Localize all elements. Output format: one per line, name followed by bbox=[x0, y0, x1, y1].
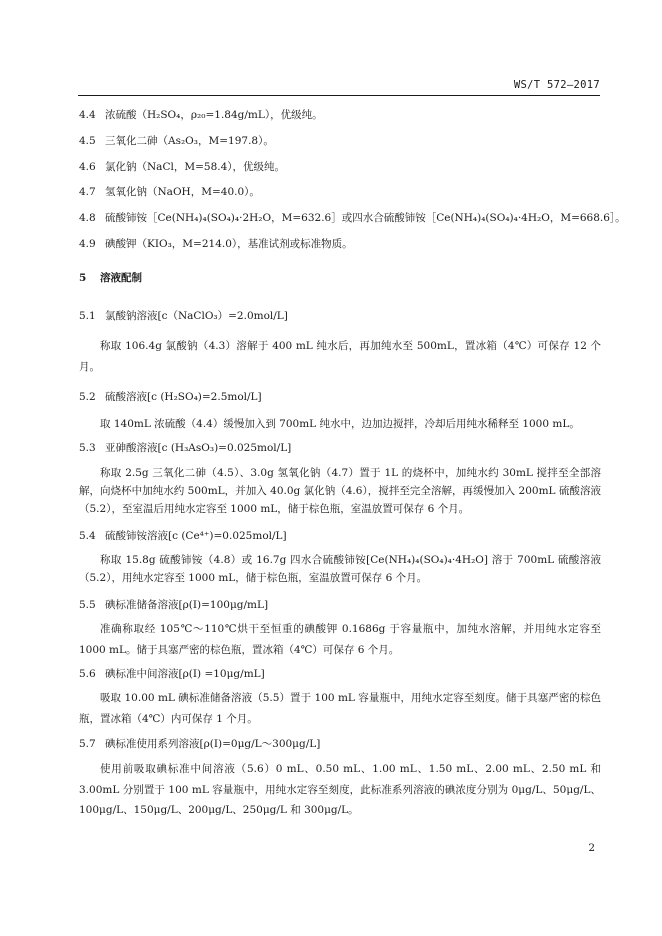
clause-text: 氢氧化钠（NaOH，M=40.0）。 bbox=[105, 186, 260, 198]
clause-number: 4.4 bbox=[79, 109, 96, 121]
clause-5-3-title bbox=[79, 441, 291, 455]
clause-5-5-title bbox=[79, 598, 268, 612]
clause-5-5-body: 准确称取经 105℃～110℃烘干至恒重的碘酸钾 0.1686g 于容量瓶中，加纯水溶解，并用纯水定容至 1000 mL。储于具塞严密的棕色瓶，置冰箱（4℃）可保存 6 个月。 bbox=[79, 623, 601, 656]
clause-title: 氯酸钠溶液[c（NaClO₃）=2.0mol/L] bbox=[105, 310, 288, 322]
clause-4-6 bbox=[79, 160, 285, 174]
clause-title: 碘标准中间溶液[ρ(I) =10μg/mL] bbox=[105, 668, 265, 680]
clause-4-9 bbox=[79, 237, 353, 251]
clause-title: 碘标准储备溶液[ρ(I)=100μg/mL] bbox=[105, 599, 269, 611]
clause-5-6-body: 吸取 10.00 mL 碘标准储备溶液（5.5）置于 100 mL 容量瓶中，用纯水定容至刻度。储于具塞严密的棕色瓶，置冰箱（4℃）内可保存 1 个月。 bbox=[79, 692, 601, 725]
clause-title: 碘标准使用系列溶液[ρ(I)=0μg/L～300μg/L] bbox=[105, 738, 321, 750]
header-rule bbox=[78, 95, 600, 96]
clause-number: 4.5 bbox=[79, 135, 96, 147]
clause-5-7-body: 使用前吸取碘标准中间溶液（5.6）0 mL、0.50 mL、1.00 mL、1.50 mL、2.00 mL、2.50 mL 和 3.00mL 分别置于 100 mL 容量瓶中，用纯水定容至刻度，此标准系列溶液的碘浓度分别为 0μg/L、50μg/L、100μg/L、150μg/L、200μg/L、250μg/L 和 300μg/L。 bbox=[79, 763, 601, 816]
clause-number: 4.6 bbox=[79, 161, 96, 173]
clause-text: 硫酸铈铵［Ce(NH₄)₄(SO₄)₄·2H₂O，M=632.6］或四水合硫酸铈铵［Ce(NH₄)₄(SO₄)₄·4H₂O，M=668.6］。 bbox=[105, 212, 626, 224]
clause-title: 硫酸铈铵溶液[c (Ce⁴⁺)=0.025mol/L] bbox=[105, 530, 287, 542]
clause-number: 5.1 bbox=[79, 310, 96, 322]
clause-number: 4.7 bbox=[79, 186, 96, 198]
clause-number: 5.6 bbox=[79, 668, 96, 680]
clause-text: 浓硫酸（H₂SO₄，ρ₂₀=1.84g/mL），优级纯。 bbox=[105, 109, 323, 121]
clause-number: 4.8 bbox=[79, 212, 96, 224]
clause-number: 5.4 bbox=[79, 530, 96, 542]
standard-code: WS/T 572—2017 bbox=[513, 79, 600, 91]
page-number: 2 bbox=[588, 842, 595, 854]
clause-4-5 bbox=[79, 134, 274, 148]
clause-number: 4.9 bbox=[79, 238, 96, 250]
clause-title: 硫酸溶液[c (H₂SO₄)=2.5mol/L] bbox=[105, 391, 262, 403]
clause-text: 碘酸钾（KIO₃，M=214.0），基准试剂或标准物质。 bbox=[105, 238, 353, 250]
clause-number: 5.7 bbox=[79, 738, 96, 750]
section-5-heading bbox=[79, 271, 142, 285]
clause-title: 亚砷酸溶液[c (H₃AsO₃)=0.025mol/L] bbox=[105, 442, 292, 454]
clause-4-4 bbox=[79, 108, 323, 122]
clause-5-2-body: 取 140mL 浓硫酸（4.4）缓慢加入到 700mL 纯水中，边加边搅拌，冷却后用纯水稀释至 1000 mL。 bbox=[100, 418, 580, 430]
clause-number: 5.3 bbox=[79, 442, 96, 454]
clause-5-1-title bbox=[79, 309, 288, 323]
clause-number: 5.2 bbox=[79, 391, 96, 403]
section-title: 溶液配制 bbox=[100, 272, 142, 284]
clause-5-2-title bbox=[79, 390, 262, 404]
clause-5-4-title bbox=[79, 529, 287, 543]
clause-5-4-body: 称取 15.8g 硫酸铈铵（4.8）或 16.7g 四水合硫酸铈铵[Ce(NH₄)₄(SO₄)₄·4H₂O] 溶于 700mL 硫酸溶液（5.2），用纯水定容至 1000 mL，储于棕色瓶，室温放置可保存 6 个月。 bbox=[79, 554, 601, 584]
clause-text: 三氧化二砷（As₂O₃，M=197.8）。 bbox=[105, 135, 274, 147]
section-number: 5 bbox=[79, 272, 87, 284]
clause-4-8 bbox=[79, 211, 626, 225]
clause-5-3-body: 称取 2.5g 三氧化二砷（4.5）、3.0g 氢氧化钠（4.7）置于 1L 的烧杯中，加纯水约 30mL 搅拌至全部溶解，向烧杯中加纯水约 500mL，并加入 40.0g 氯化钠（4.6），搅拌至完全溶解，再缓慢加入 200mL 硫酸溶液（5.2），至室温后用纯水定容至 1000 mL，储于棕色瓶，室温放置可保存 6 个月。 bbox=[79, 467, 601, 515]
clause-5-1-body: 称取 106.4g 氯酸钠（4.3）溶解于 400 mL 纯水后，再加纯水至 500mL，置冰箱（4℃）可保存 12 个月。 bbox=[79, 340, 601, 373]
clause-number: 5.5 bbox=[79, 599, 96, 611]
clause-4-7 bbox=[79, 185, 260, 199]
clause-text: 氯化钠（NaCl，M=58.4），优级纯。 bbox=[105, 161, 286, 173]
clause-5-6-title bbox=[79, 667, 265, 681]
clause-5-7-title bbox=[79, 737, 320, 751]
